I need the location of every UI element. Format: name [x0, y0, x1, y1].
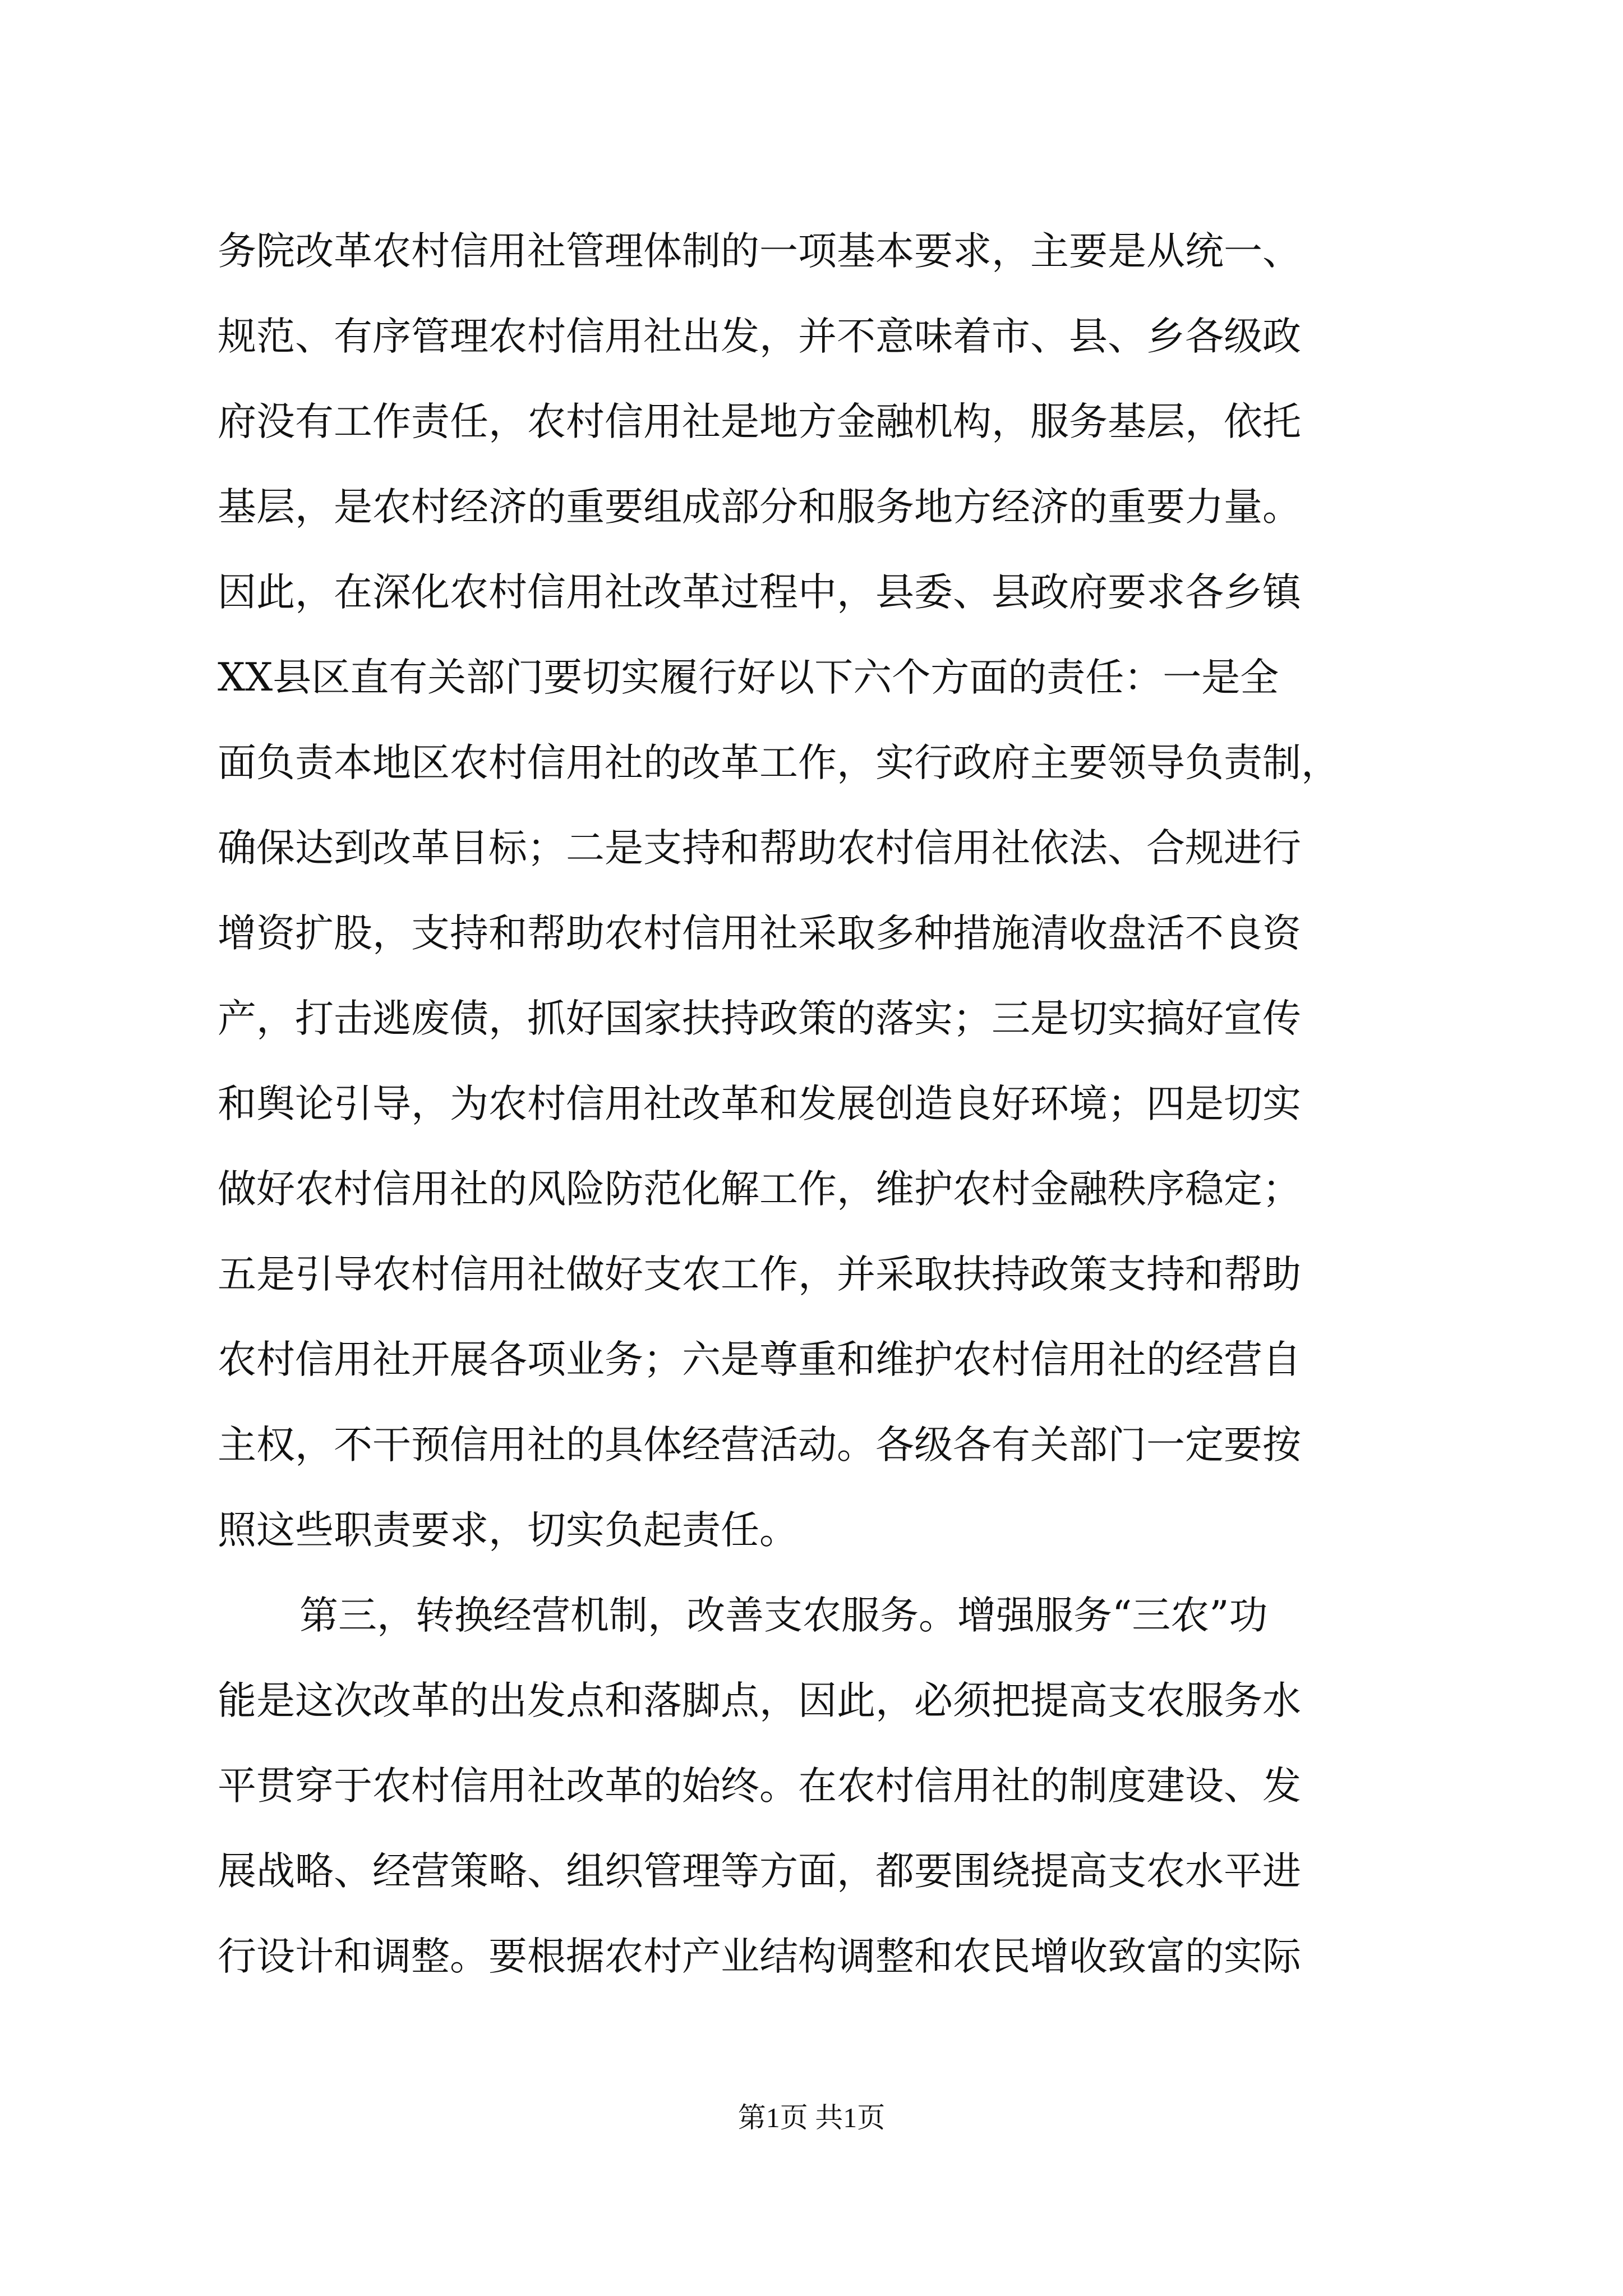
text-line: 确保达到改革目标；二是支持和帮助农村信用社依法、合规进行 [218, 826, 1301, 871]
text-line: 做好农村信用社的风险防范化解工作，维护农村金融秩序稳定； [218, 1167, 1301, 1212]
text-line: 展战略、经营策略、组织管理等方面，都要围绕提高支农水平进 [218, 1849, 1301, 1894]
text-line: 农村信用社开展各项业务；六是尊重和维护农村信用社的经营自 [218, 1337, 1301, 1382]
text-line: 因此，在深化农村信用社改革过程中，县委、县政府要求各乡镇 [218, 570, 1301, 615]
text-line: XX县区直有关部门要切实履行好以下六个方面的责任：一是全 [218, 655, 1279, 700]
text-line: 平贯穿于农村信用社改革的始终。在农村信用社的制度建设、发 [218, 1764, 1301, 1809]
text-line: 基层，是农村经济的重要组成部分和服务地方经济的重要力量。 [218, 485, 1301, 530]
text-line: 面负责本地区农村信用社的改革工作，实行政府主要领导负责制， [218, 740, 1340, 785]
paragraph-start-line: 第三，转换经营机制，改善支农服务。增强服务“三农”功 [299, 1593, 1268, 1638]
text-line: 照这些职责要求，切实负起责任。 [218, 1508, 798, 1553]
text-line: 增资扩股，支持和帮助农村信用社采取多种措施清收盘活不良资 [218, 911, 1301, 956]
page-footer: 第1页 共1页 [737, 2102, 886, 2133]
text-line: 行设计和调整。要根据农村产业结构调整和农民增收致富的实际 [218, 1934, 1301, 1979]
text-line: 能是这次改革的出发点和落脚点，因此，必须把提高支农服务水 [218, 1678, 1301, 1723]
text-line: 规范、有序管理农村信用社出发，并不意味着市、县、乡各级政 [218, 314, 1301, 359]
text-line: 府没有工作责任，农村信用社是地方金融机构，服务基层，依托 [218, 399, 1301, 444]
text-line: 产，打击逃废债，抓好国家扶持政策的落实；三是切实搞好宣传 [218, 996, 1301, 1041]
text-line: 和舆论引导，为农村信用社改革和发展创造良好环境；四是切实 [218, 1082, 1301, 1126]
body-text [218, 209, 1427, 1999]
text-line: 五是引导农村信用社做好支农工作，并采取扶持政策支持和帮助 [218, 1252, 1301, 1297]
text-line: 主权，不干预信用社的具体经营活动。各级各有关部门一定要按 [218, 1423, 1301, 1467]
text-line: 务院改革农村信用社管理体制的一项基本要求，主要是从统一、 [218, 229, 1301, 274]
